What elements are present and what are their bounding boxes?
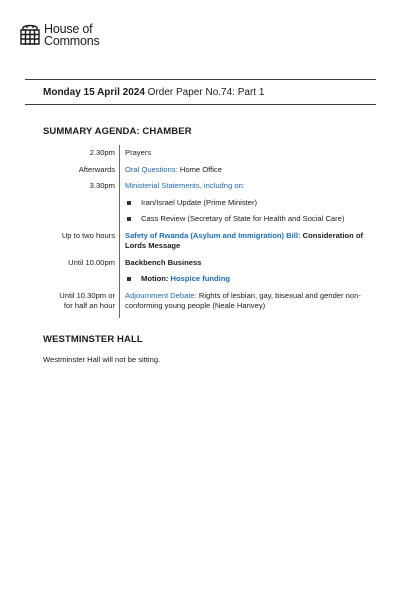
agenda-row <box>43 145 363 165</box>
statement-text: Cass Review (Secretary of State for Health and Social Care) <box>141 214 345 223</box>
backbench-business-heading: Backbench Business <box>125 257 202 267</box>
westminster-hall-text: Westminster Hall will not be sitting. <box>43 355 161 364</box>
agenda-item-text: Consideration of Lords Message <box>125 230 363 250</box>
agenda-row <box>43 165 363 182</box>
agenda-item <box>119 291 363 318</box>
order-paper-number: Order Paper No.74: Part 1 <box>147 87 265 98</box>
agenda-time: Afterwards <box>78 164 115 174</box>
logo-line-1: House of <box>44 22 93 36</box>
agenda-row <box>43 258 363 291</box>
rwanda-bill-link[interactable]: Safety of Rwanda (Asylum and Immigration) Bill: <box>125 230 301 240</box>
square-bullet-icon <box>127 217 131 221</box>
agenda-time: 2.30pm <box>89 148 115 157</box>
agenda-row <box>43 181 363 231</box>
portcullis-icon <box>19 24 41 46</box>
header-top-rule <box>25 79 376 80</box>
agenda-time: Until 10.00pm <box>68 257 115 267</box>
chamber-agenda <box>43 145 363 318</box>
agenda-time <box>43 291 119 318</box>
statement-text: Iran/Israel Update (Prime Minister) <box>141 197 258 207</box>
agenda-item <box>119 165 363 182</box>
adjournment-debate-link[interactable]: Adjournment Debate: <box>125 290 197 300</box>
agenda-time: Up to two hours <box>61 230 115 240</box>
agenda-item-text: Prayers <box>125 148 152 157</box>
list-item <box>125 214 363 225</box>
square-bullet-icon <box>127 277 131 281</box>
westminster-hall-heading: WESTMINSTER HALL <box>43 334 143 345</box>
oral-questions-link[interactable]: Oral Questions: <box>125 164 178 174</box>
square-bullet-icon <box>127 201 131 205</box>
agenda-row <box>43 231 363 258</box>
agenda-item <box>119 231 363 258</box>
agenda-row <box>43 291 363 318</box>
agenda-item <box>119 181 363 231</box>
agenda-item-text: Home Office <box>179 164 222 174</box>
hospice-funding-link[interactable]: Hospice funding <box>170 274 231 283</box>
sitting-date: Monday 15 April 2024 <box>43 87 145 98</box>
motion-label: Motion: <box>141 274 169 283</box>
ministerial-statements-link[interactable]: Ministerial Statements, includng on: <box>125 181 245 190</box>
logo-text <box>44 23 100 47</box>
agenda-time: 3.30pm <box>89 181 115 190</box>
agenda-item-text: Rights of lesbian, gay, bisexual and gender non-conforming young people (Neale Hanvey) <box>125 290 361 310</box>
agenda-item <box>119 145 363 165</box>
order-paper-title <box>43 86 264 99</box>
header-bottom-rule <box>25 104 376 105</box>
house-of-commons-logo <box>19 23 100 47</box>
chamber-heading: SUMMARY AGENDA: CHAMBER <box>43 126 192 137</box>
agenda-item <box>119 258 363 291</box>
logo-line-2: Commons <box>44 34 100 48</box>
list-item <box>125 274 363 285</box>
agenda-time-line: for half an hour <box>63 301 115 310</box>
agenda-time-line: Until 10.30pm or <box>59 290 115 300</box>
list-item <box>125 198 363 209</box>
